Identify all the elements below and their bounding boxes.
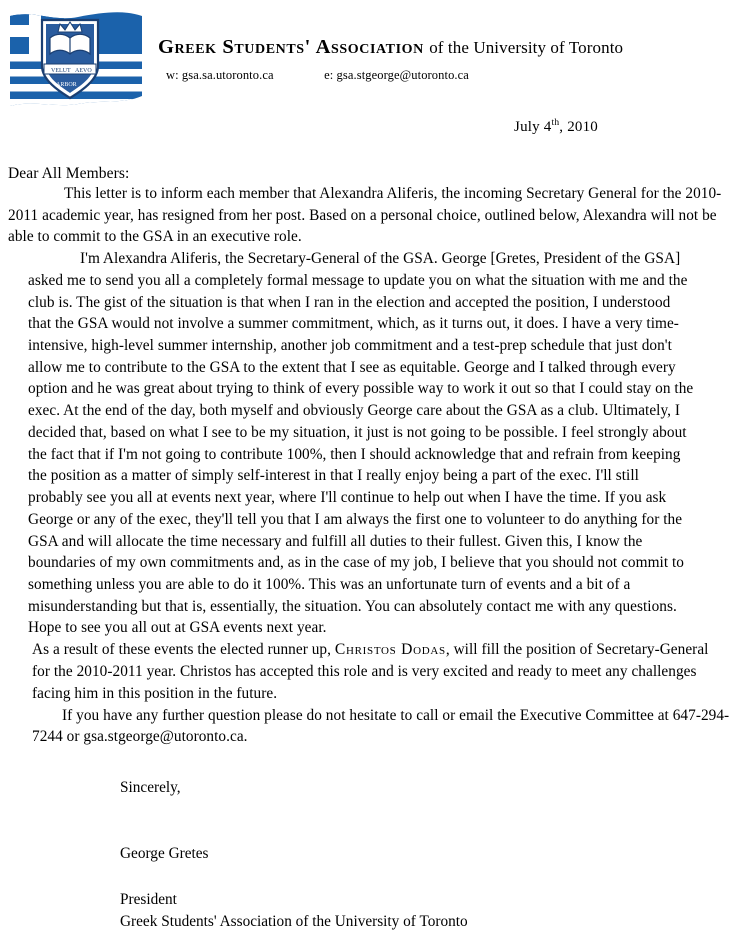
contact-text: If you have any further question please do not hesitate to call or email the Executive Committee at 647-294-7244 or gsa.stgeorge@utoronto.ca.	[32, 706, 730, 746]
letter-body	[0, 165, 750, 933]
organization-header	[158, 36, 740, 83]
letterhead	[0, 0, 750, 118]
signature-block	[8, 777, 740, 933]
organization-contact	[166, 68, 740, 83]
signer-role: President	[120, 890, 177, 908]
organization-title	[158, 36, 740, 59]
signer-name: George Gretes	[120, 844, 209, 862]
date-ordinal: th	[551, 118, 560, 128]
paragraph-intro: This letter is to inform each member that Alexandra Aliferis, the incoming Secretary General for the 2010-2011 academic year, has resigned from her post. Based on a personal choice, outlined below, Alexandra will not be able to commit to the GSA in an executive role.	[8, 185, 722, 246]
paragraph-quote	[8, 248, 740, 639]
runner-up-name: Christos Dodas	[334, 641, 446, 659]
salutation: Dear All Members:	[8, 165, 130, 182]
date-day: July 4	[514, 119, 552, 135]
signer-organization: Greek Students' Association of the University of Toronto	[120, 913, 468, 931]
website-text: w: gsa.sa.utoronto.ca	[166, 68, 274, 82]
email-text: e: gsa.stgeorge@utoronto.ca	[324, 68, 469, 82]
quote-text: I'm Alexandra Aliferis, the Secretary-General of the GSA. George [Gretes, President of the GSA] asked me to send you all a completely formal message to update you on what the situation with me and the club is. The gist of the situation is that when I ran in the election and accepted the position, I understood that the GSA would not involve a summer commitment, which, as it turns out, it does. I have a very time-intensive, high-level summer internship, another job commitment and a test-prep schedule that just don't allow me to contribute to the GSA to the extent that I see as equitable. George and I talked through every option and he was great about trying to think of every possible way to work it out so that I could stay on the exec. At the end of the day, both myself and obviously George care about the GSA as a club. Ultimately, I decided that, based on what I see to be my situation, it just is not going to be possible. I feel strongly about the fact that if I'm not going to contribute 100%, then I should acknowledge that and refrain from keeping the position as a matter of simply self-interest in that I really enjoy being a part of the exec. I'll still probably see you all at events next year, where I'll continue to help out when I have the time. If you ask George or any of the exec, they'll tell you that I am always the first one to volunteer to do anything for the GSA and will allocate the time necessary and fulfill all duties to their fullest. Given this, I know the boundaries of my own commitments and, as in the case of my job, I believe that you should not commit to something unless you are able to do it 100%. This was an unfortunate turn of events and a bit of a misunderstanding but that is, essentially, the situation. You can absolutely contact me with any questions. Hope to see you all out at GSA events next year.	[28, 250, 694, 637]
letter-date	[0, 118, 750, 136]
runner-up-pre-text: As a result of these events the elected runner up,	[32, 641, 335, 659]
svg-text:ARBOR: ARBOR	[56, 82, 77, 88]
organization-affiliation: of the University of Toronto	[429, 38, 624, 57]
svg-text:AEVO: AEVO	[75, 68, 92, 74]
closing: Sincerely,	[120, 779, 181, 797]
date-year: , 2010	[559, 119, 598, 135]
svg-text:VELUT: VELUT	[51, 68, 71, 74]
greek-flag-crest-logo	[6, 8, 146, 113]
runner-up-post-text: , will fill the position of Secretary-General for the 2010-2011 year. Christos has accepted this role and is very excited and ready to meet any challenges facing him in this position in the future.	[32, 641, 709, 702]
organization-name: Greek Students' Association	[158, 36, 424, 58]
paragraph-runner-up	[8, 639, 740, 705]
paragraph-contact	[8, 705, 740, 748]
